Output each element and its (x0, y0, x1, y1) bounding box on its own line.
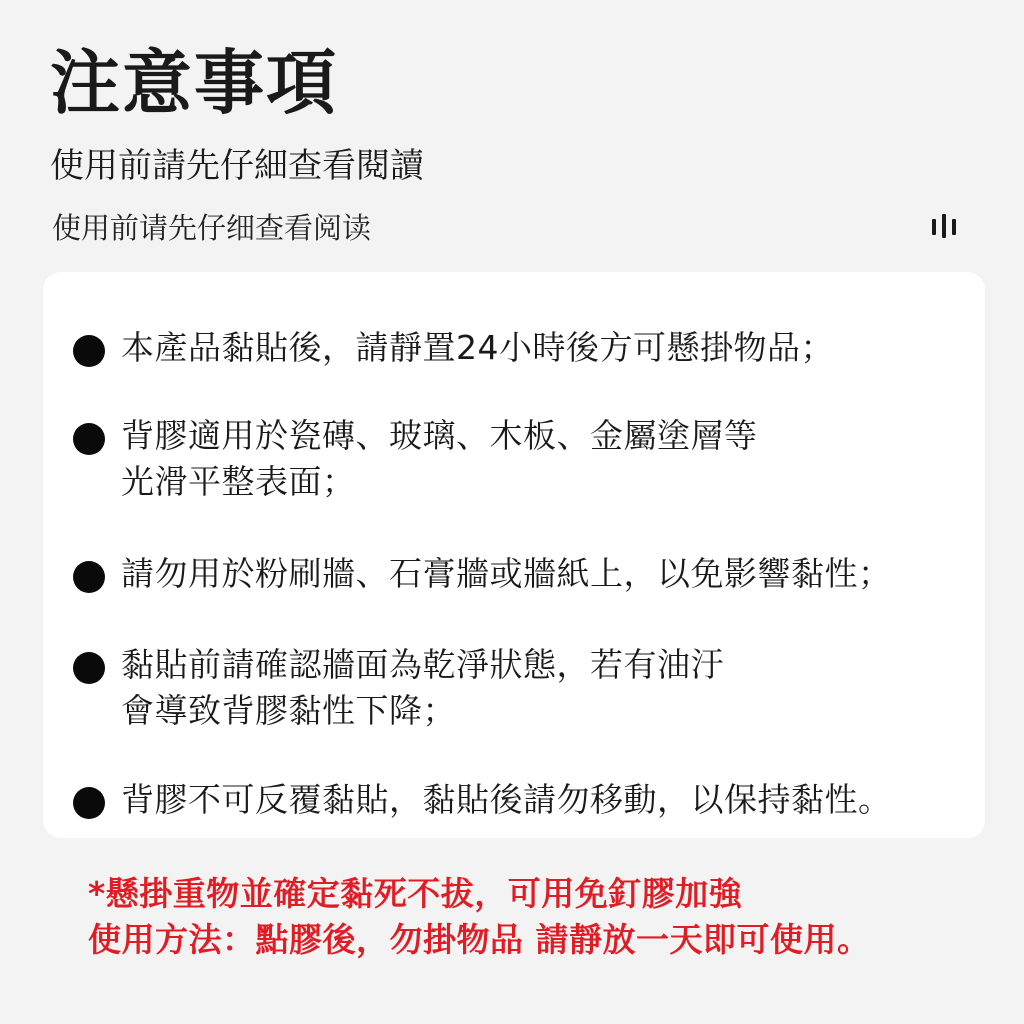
bullet-dot (73, 652, 105, 684)
bullet-dot (73, 561, 105, 593)
warning-note: *懸掛重物並確定黏死不拔，可用免釘膠加強 使用方法：點膠後，勿掛物品 請靜放一天即可使用。 (88, 874, 871, 959)
bullet-dot (73, 423, 105, 455)
note-text: 背膠不可反覆黏貼，黏貼後請勿移動，以保持黏性。 (121, 780, 892, 819)
bullet-dot (73, 335, 105, 367)
note-text: 背膠適用於瓷磚、玻璃、木板、金屬塗層等 光滑平整表面； (121, 416, 758, 501)
subtitle-traditional: 使用前請先仔細查看閱讀 (50, 146, 424, 186)
note-text: 黏貼前請確認牆面為乾淨狀態，若有油汙 會導致背膠黏性下降； (121, 645, 724, 730)
page-title: 注意事項 (50, 42, 338, 124)
note-text: 請勿用於粉刷牆、石膏牆或牆紙上，以免影響黏性； (121, 554, 892, 593)
audio-bars-icon (930, 213, 960, 237)
subtitle-simplified: 使用前请先仔细查看阅读 (52, 211, 372, 245)
notes-card (43, 272, 985, 838)
bullet-dot (73, 787, 105, 819)
note-text: 本產品黏貼後，請靜置24小時後方可懸掛物品； (121, 328, 834, 367)
